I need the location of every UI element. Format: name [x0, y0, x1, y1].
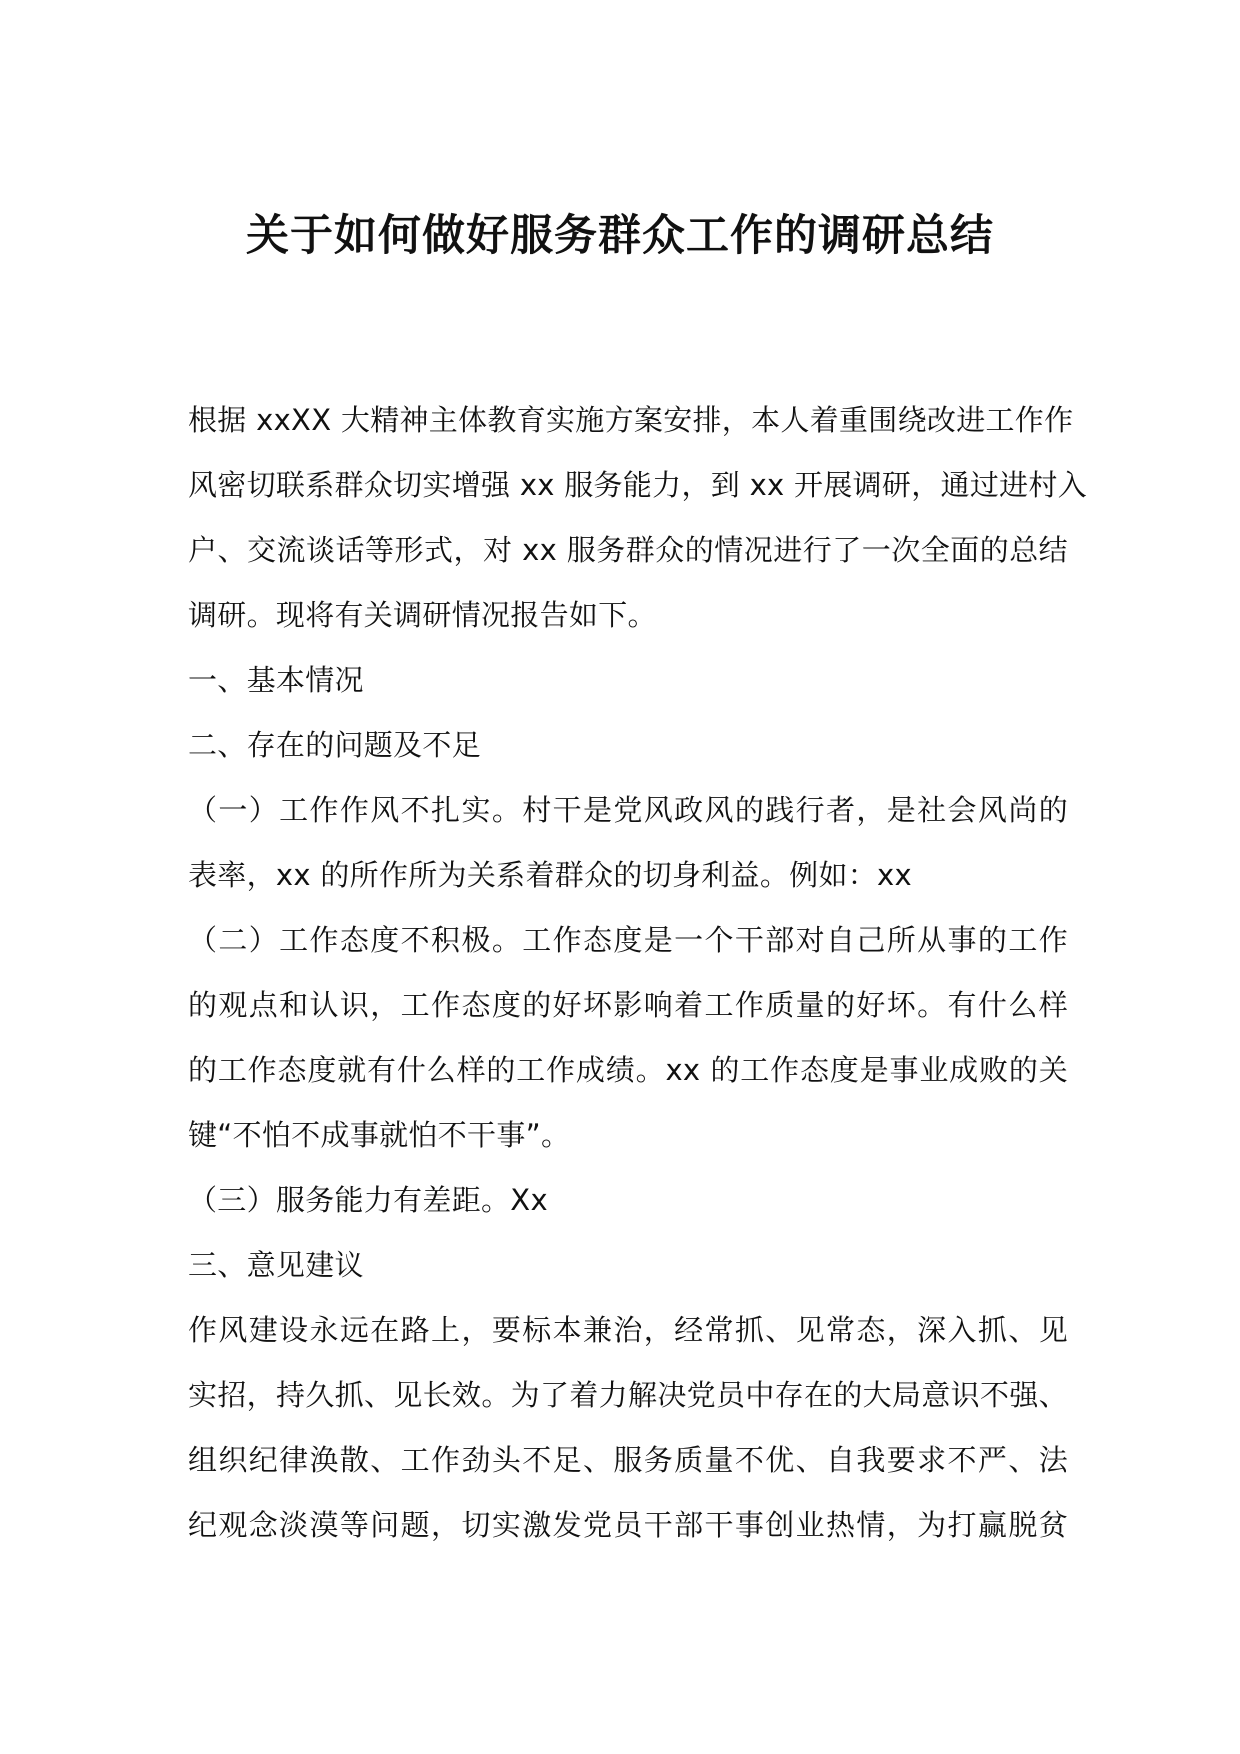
document-body: [188, 388, 1088, 1558]
paragraph-line: 实招，持久抓、见长效。为了着力解决党员中存在的大局意识不强、: [188, 1378, 1068, 1412]
section-heading: 一、基本情况: [188, 663, 364, 697]
section-heading: 二、存在的问题及不足: [188, 728, 482, 762]
section-heading: 三、意见建议: [188, 1248, 364, 1282]
paragraph-line: 户、交流谈话等形式，对 xx 服务群众的情况进行了一次全面的总结: [188, 533, 1068, 567]
paragraph-line: 键“不怕不成事就怕不干事”。: [188, 1118, 571, 1152]
paragraph-line: 组织纪律涣散、工作劲头不足、服务质量不优、自我要求不严、法: [188, 1443, 1068, 1477]
paragraph-line: 的观点和认识，工作态度的好坏影响着工作质量的好坏。有什么样: [188, 988, 1068, 1022]
paragraph-line: 作风建设永远在路上，要标本兼治，经常抓、见常态，深入抓、见: [188, 1313, 1068, 1347]
document-title: 关于如何做好服务群众工作的调研总结: [246, 211, 994, 261]
paragraph-line: 表率，xx 的所作所为关系着群众的切身利益。例如：xx: [188, 858, 912, 892]
paragraph-line: （一）工作作风不扎实。村干是党风政风的践行者，是社会风尚的: [188, 793, 1068, 827]
paragraph-line: （三）服务能力有差距。Xx: [188, 1183, 548, 1217]
paragraph-line: （二）工作态度不积极。工作态度是一个干部对自己所从事的工作: [188, 923, 1068, 957]
paragraph-line: 根据 xxXX 大精神主体教育实施方案安排，本人着重围绕改进工作作: [188, 403, 1074, 437]
paragraph-line: 纪观念淡漠等问题，切实激发党员干部干事创业热情，为打赢脱贫: [188, 1508, 1068, 1542]
paragraph-line: 调研。现将有关调研情况报告如下。: [188, 598, 657, 632]
paragraph-line: 的工作态度就有什么样的工作成绩。xx 的工作态度是事业成败的关: [188, 1053, 1068, 1087]
paragraph-line: 风密切联系群众切实增强 xx 服务能力，到 xx 开展调研，通过进村入: [188, 468, 1088, 502]
